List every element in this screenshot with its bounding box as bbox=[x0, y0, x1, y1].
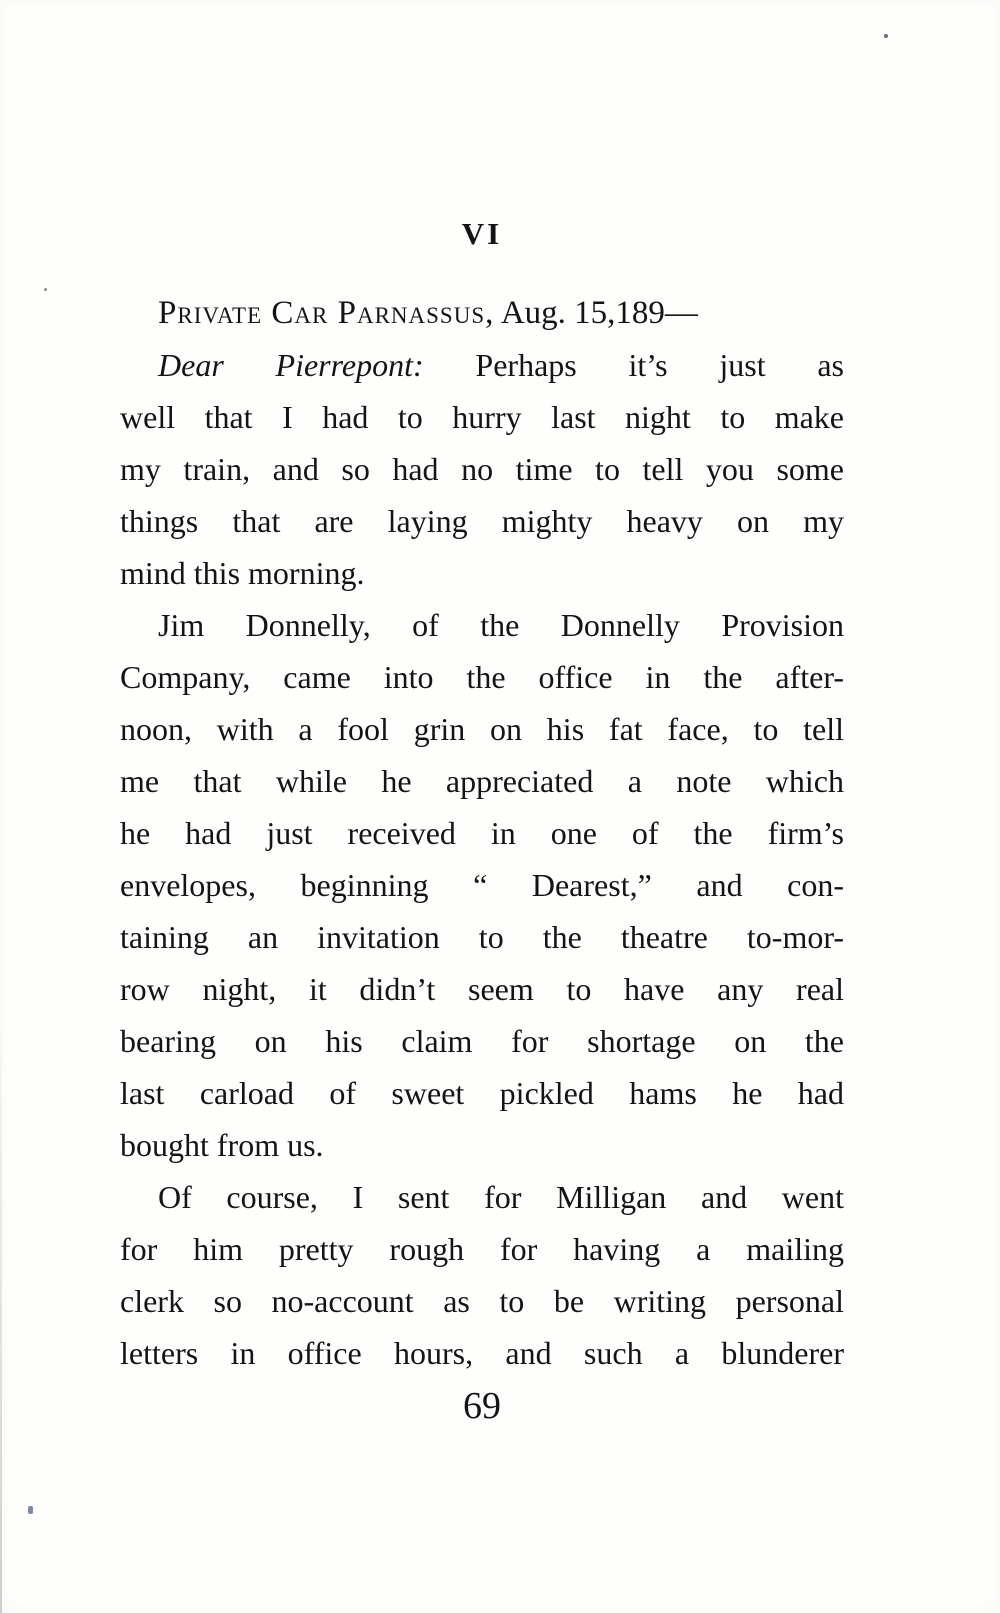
text-line-rest: Perhaps it’s just as bbox=[475, 347, 845, 383]
text-line: letters in office hours, and such a blunderer bbox=[120, 1335, 844, 1371]
text-line: bearing on his claim for shortage on the bbox=[120, 1023, 844, 1059]
paragraph-1 bbox=[120, 339, 844, 599]
paragraph-2 bbox=[120, 599, 844, 1171]
text-line: well that I had to hurry last night to make bbox=[120, 399, 844, 435]
text-line: taining an invitation to the theatre to-mor- bbox=[120, 919, 844, 955]
text-line: Jim Donnelly, of the Donnelly Provision bbox=[158, 607, 844, 643]
salutation: Dear Pierrepont: bbox=[158, 347, 424, 383]
scan-artifact-dot bbox=[884, 34, 888, 38]
text-block bbox=[120, 215, 844, 1429]
chapter-heading: VI bbox=[461, 216, 503, 251]
paragraph-3 bbox=[120, 1171, 844, 1379]
text-line: me that while he appreciated a note which bbox=[120, 763, 844, 799]
scan-artifact-mark bbox=[28, 1506, 33, 1514]
text-line: last carload of sweet pickled hams he had bbox=[120, 1075, 844, 1111]
text-line: envelopes, beginning “ Dearest,” and con- bbox=[120, 867, 844, 903]
text-line: clerk so no-account as to be writing personal bbox=[120, 1283, 844, 1319]
text-line bbox=[120, 339, 844, 391]
text-line: Company, came into the office in the after- bbox=[120, 659, 844, 695]
text-line: row night, it didn’t seem to have any real bbox=[120, 971, 844, 1007]
text-line: mind this morning. bbox=[120, 555, 365, 591]
text-line: my train, and so had no time to tell you some bbox=[120, 451, 844, 487]
dateline-date: Aug. 15,189— bbox=[500, 295, 698, 331]
dateline-smallcaps: Private Car Parnassus, bbox=[158, 295, 495, 331]
text-line: bought from us. bbox=[120, 1127, 324, 1163]
scan-artifact-dot bbox=[44, 288, 47, 291]
text-line: for him pretty rough for having a mailing bbox=[120, 1231, 844, 1267]
text-line: he had just received in one of the firm’s bbox=[120, 815, 844, 851]
text-line: things that are laying mighty heavy on my bbox=[120, 503, 844, 539]
dateline bbox=[120, 287, 844, 339]
scan-edge-shadow bbox=[0, 1030, 2, 1613]
text-line: noon, with a fool grin on his fat face, to tell bbox=[120, 711, 844, 747]
text-line: Of course, I sent for Milligan and went bbox=[158, 1179, 844, 1215]
page-number: 69 bbox=[463, 1385, 501, 1427]
